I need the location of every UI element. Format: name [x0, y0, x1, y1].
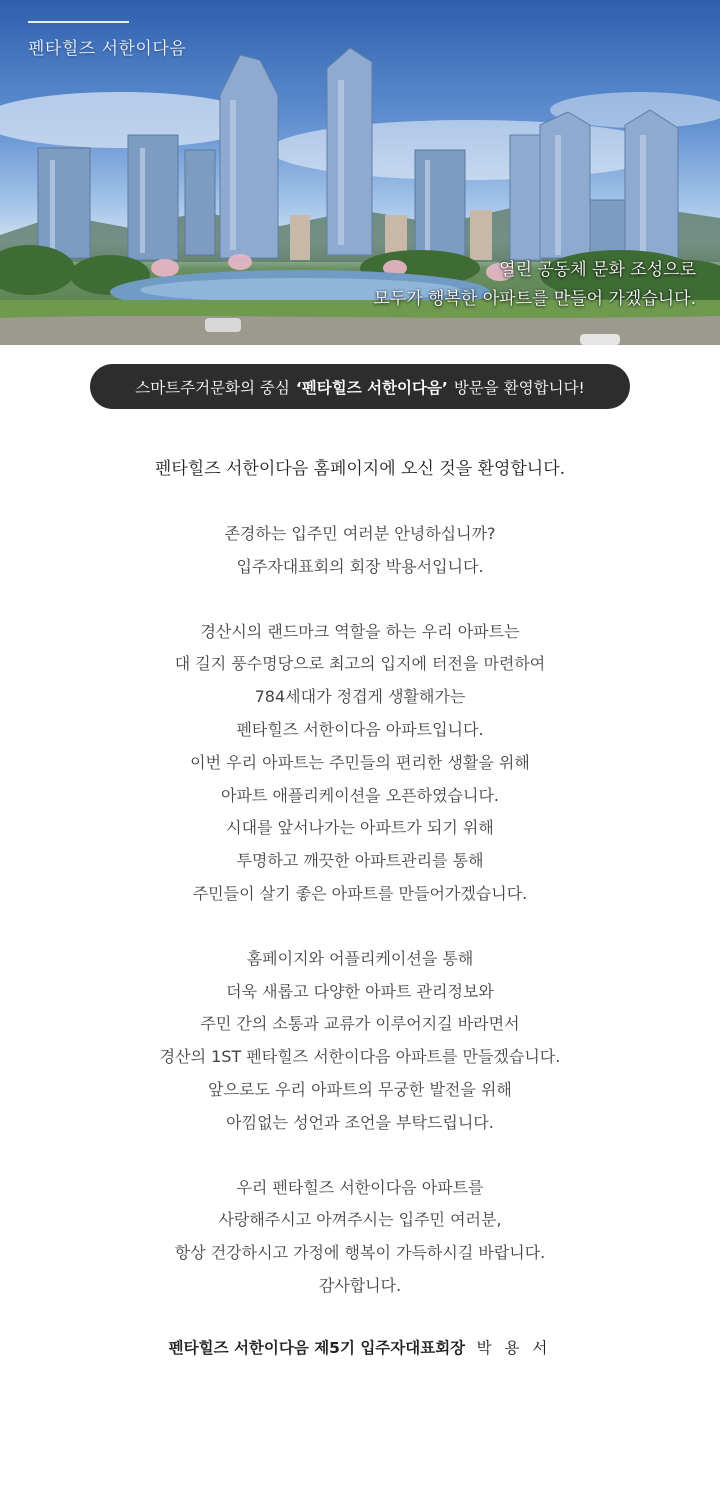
greeting-paragraph [0, 616, 720, 911]
greeting-line: 경산시의 랜드마크 역할을 하는 우리 아파트는 [200, 621, 520, 641]
greeting-line: 주민 간의 소통과 교류가 이루어지길 바라면서 [200, 1014, 520, 1034]
welcome-banner [90, 364, 630, 409]
greeting-line: 아낌없는 성언과 조언을 부탁드립니다. [226, 1112, 494, 1132]
greeting-line: 대 길지 풍수명당으로 최고의 입지에 터전을 마련하여 [174, 654, 546, 674]
greeting-line: 경산의 1ST 펜타힐즈 서한이다음 아파트를 만들겠습니다. [159, 1047, 561, 1067]
hero-divider [28, 21, 129, 23]
hero-slogan-line: 모두가 행복한 아파트를 만들어 가겠습니다. [373, 289, 696, 309]
hero-banner [0, 0, 720, 345]
banner-suffix: 방문을 환영합니다! [453, 378, 585, 397]
greeting-line: 이번 우리 아파트는 주민들의 편리한 생활을 위해 [190, 752, 530, 772]
hero-brand-title: 펜타힐즈 서한이다음 [28, 39, 187, 59]
greeting-line: 존경하는 입주민 여러분 안녕하십니까? [224, 524, 496, 543]
greeting-paragraph [0, 518, 720, 584]
greeting-line: 784세대가 정겹게 생활해가는 [254, 687, 466, 707]
greeting-line: 감사합니다. [318, 1275, 402, 1295]
greeting-line: 펜타힐즈 서한이다음 아파트입니다. [236, 719, 484, 739]
greeting-line: 홈페이지와 어플리케이션을 통해 [246, 948, 474, 968]
greeting-line: 입주자대표회의 회장 박용서입니다. [236, 556, 484, 576]
greeting-line: 시대를 앞서나가는 아파트가 되기 위해 [226, 818, 494, 838]
signature [0, 1332, 720, 1364]
hero-slogan [373, 256, 696, 314]
greeting-line: 우리 펜타힐즈 서한이다음 아파트를 [236, 1177, 484, 1197]
greeting-line: 항상 건강하시고 가정에 행복이 가득하시길 바랍니다. [174, 1243, 546, 1263]
greeting-line: 더욱 새롭고 다양한 아파트 관리정보와 [226, 981, 494, 1001]
greeting-line: 주민들이 살기 좋은 아파트를 만들어가겠습니다. [192, 883, 528, 903]
greeting-line: 아파트 애플리케이션을 오픈하였습니다. [220, 785, 499, 805]
greeting-line: 투명하고 깨끗한 아파트관리를 통해 [236, 851, 484, 871]
greeting-paragraph [0, 943, 720, 1140]
welcome-heading: 펜타힐즈 서한이다음 홈페이지에 오신 것을 환영합니다. [154, 459, 566, 479]
greeting-message [0, 452, 720, 1364]
signature-name: 박 용 서 [476, 1338, 552, 1357]
banner-prefix: 스마트주거문화의 중심 [135, 378, 290, 397]
banner-highlight: ‘펜타힐즈 서한이다음’ [295, 378, 448, 397]
greeting-line: 앞으로도 우리 아파트의 무궁한 발전을 위해 [208, 1079, 512, 1099]
hero-slogan-line: 열린 공동체 문화 조성으로 [499, 260, 696, 280]
greeting-paragraph [0, 1172, 720, 1303]
greeting-line: 사랑해주시고 아껴주시는 입주민 여러분, [218, 1210, 502, 1230]
signature-title: 펜타힐즈 서한이다음 제5기 입주자대표회장 [168, 1338, 466, 1357]
